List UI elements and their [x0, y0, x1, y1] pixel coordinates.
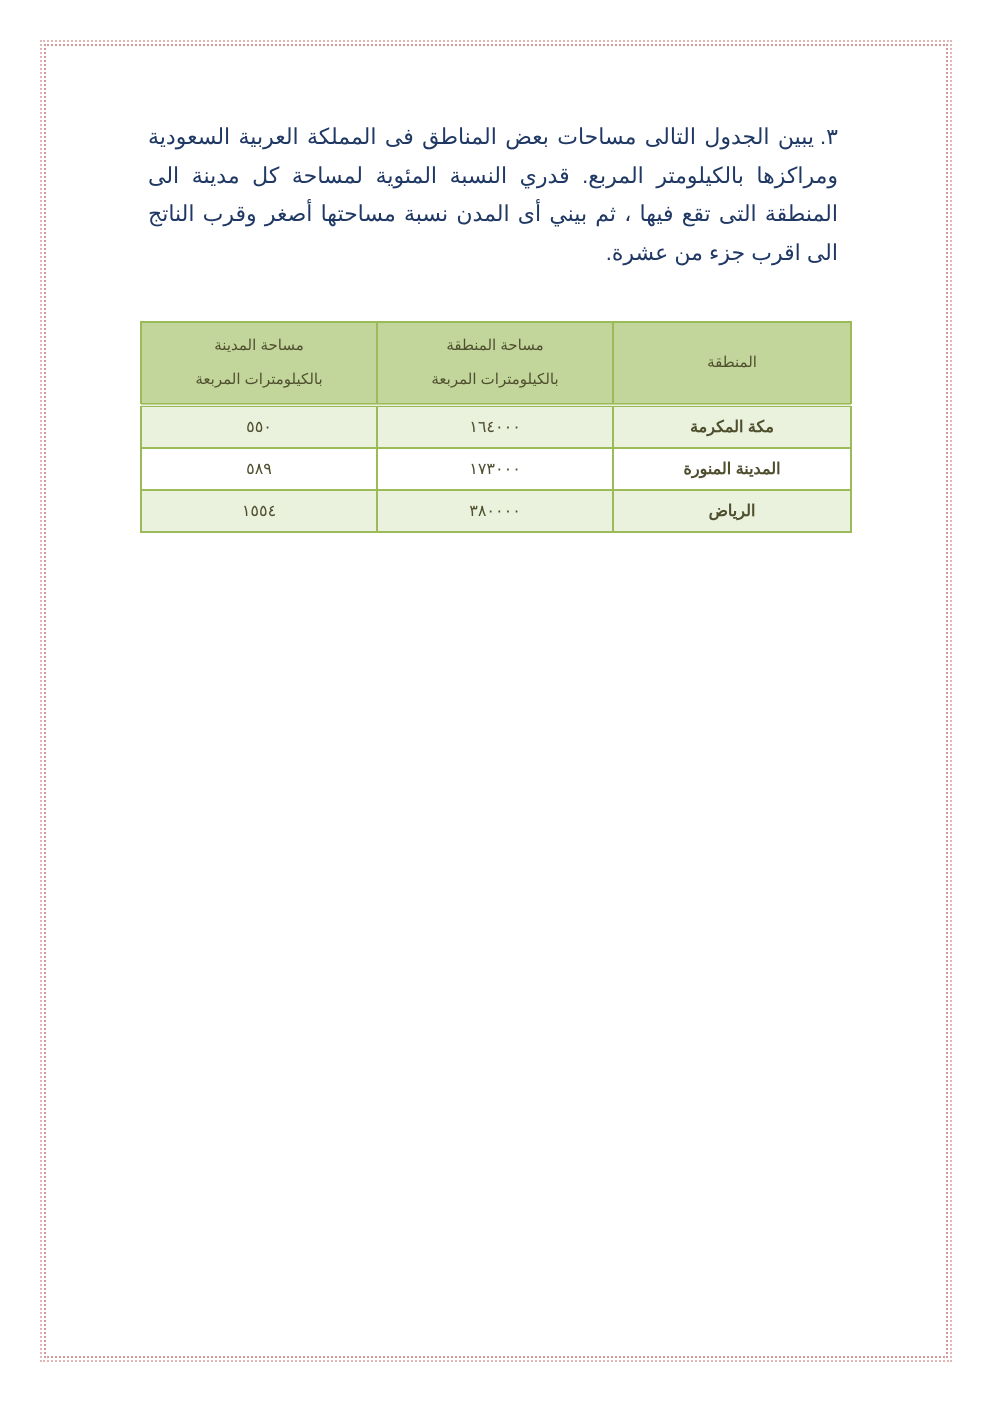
header-city-area-line2: بالكيلومترات المربعة: [195, 371, 323, 388]
cell-region-area: ١٦٤٠٠٠: [377, 405, 613, 448]
header-region-area-line2: بالكيلومترات المربعة: [431, 371, 559, 388]
cell-city-area: ٥٥٠: [141, 405, 377, 448]
header-region-label: المنطقة: [707, 354, 757, 371]
cell-city-area: ٥٨٩: [141, 448, 377, 490]
header-region-area-line1: مساحة المنطقة: [446, 337, 544, 354]
header-region: [613, 322, 851, 405]
cell-region-area: ١٧٣٠٠٠: [377, 448, 613, 490]
table-row: [141, 448, 851, 490]
cell-region: المدينة المنورة: [613, 448, 851, 490]
areas-table: [140, 321, 852, 533]
table-header-row: [141, 322, 851, 405]
cell-region: مكة المكرمة: [613, 405, 851, 448]
question-number: ٣.: [820, 124, 838, 149]
table-row: [141, 490, 851, 532]
cell-region: الرياض: [613, 490, 851, 532]
header-region-area: [377, 322, 613, 405]
header-city-area-line1: مساحة المدينة: [214, 337, 304, 354]
question-paragraph: [148, 118, 838, 272]
table-row: [141, 405, 851, 448]
header-city-area: [141, 322, 377, 405]
question-text: يبين الجدول التالى مساحات بعض المناطق فى المملكة العربية السعودية ومراكزها بالكيلومتر المربع. قدري النسبة المئوية لمساحة كل مدينة الى المنطقة التى تقع فيها ، ثم بيني أى المدن نسبة مساحتها أصغر وقرب الناتج الى اقرب جزء من عشرة.: [148, 124, 839, 265]
cell-city-area: ١٥٥٤: [141, 490, 377, 532]
cell-region-area: ٣٨٠٠٠٠: [377, 490, 613, 532]
